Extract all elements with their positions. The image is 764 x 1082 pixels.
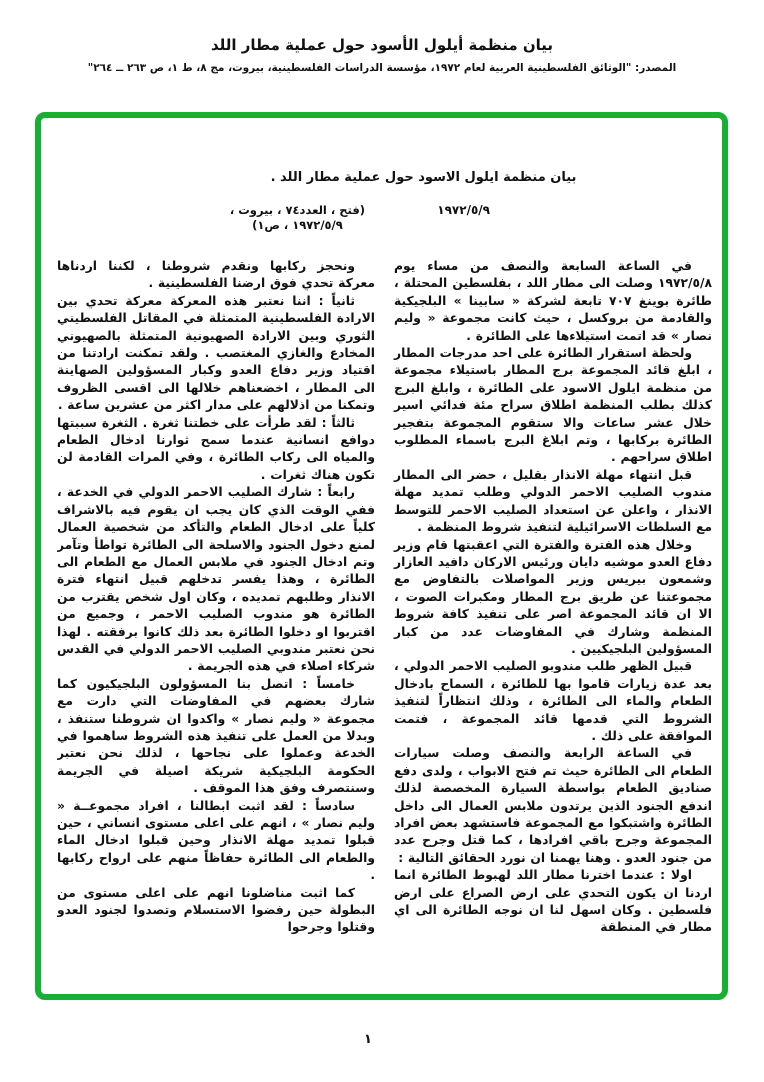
document-body [57, 258, 712, 984]
paragraph: وخلال هذه الفترة والفترة التي اعقبتها قام وزير دفاع العدو موشيه دايان ورئيس الاركان دافيد العازار وشمعون بيريس وزير المواصلات بالتفاوض مع مجموعتنا عن طريق برج المطار ومكبرات الصوت ، الا ان قائد المجموعة اصر على تنفيذ كافة شروط المنظمة وشارك في المفاوضات عدد من كبار المسؤولين البلجيكيين . [394, 537, 712, 656]
document-date: ١٩٧٢/٥/٩ [437, 203, 490, 217]
document-reference [230, 203, 365, 233]
paragraph: ولحظة استقرار الطائرة على احد مدرجات المطار ، ابلغ قائد المجموعة برج المطار باستيلاء مجموعة من منظمة ايلول الاسود على الطائرة ، وابلغ البرج كذلك بطلب المنظمة اطلاق سراح مئة فدائي اسير خلال عشر ساعات والا ستقوم المجموعة بتفجير الطائرة بركابها ، وتم ابلاغ البرج باسماء المطلوب اطلاق سراحهم . [394, 346, 712, 465]
source-citation: المصدر: "الوثائق الفلسطينية العربية لعام ١٩٧٢، مؤسسة الدراسات الفلسطينية، بيروت، مج ٨، ط ١، ص ٢٦٣ ــ ٢٦٤" [87, 62, 677, 74]
paragraph: في الساعة الرابعة والنصف وصلت سيارات الطعام الى الطائرة حيث تم فتح الابواب ، ولدى دفع صناديق الطعام بواسطة السيارة المخصصة لذلك اندفع الجنود الذين يرتدون ملابس العمال الى داخل الطائرة واشتبكوا مع المجموعة فاستشهد بعض افراد المجموعة وجرح باقي افرادها ، كما قتل وجرح عدد من جنود العدو . وهنا يهمنا ان نورد الحقائق التالية : [394, 746, 712, 865]
page-title: بيان منظمة أيلول الأسود حول عملية مطار اللد [210, 36, 554, 54]
paragraph: ثالثاً : لقد طرأت على خطتنا ثغرة . الثغرة سببتها دوافع انسانية عندما سمح ثوارنا ادخال الطعام والمياه الى ركاب الطائرة ، وفي المرات القادمة لن تكون هناك ثغرات . [57, 415, 375, 482]
document-title: بيان منظمة ايلول الاسود حول عملية مطار اللد . [270, 170, 577, 185]
paragraph: خامساً : اتصل بنا المسؤولون البلجيكيون كما شارك بعضهم في المفاوضات التي دارت مع مجموعة « وليم نصار » واكدوا ان شروطنا ستنفذ ، وبدلا من العمل على تنفيذ هذه الشروط ساهموا في الخدعة وعملوا على نجاحها ، لذلك نحن نعتبر الحكومة البلجيكية شريكة اصيلة في الجريمة وسنتصرف وفق هذا الموقف . [57, 676, 375, 796]
document-reference-line2: ١٩٧٢/٥/٩ ، ص١) [252, 218, 343, 232]
page-number: ١ [364, 1032, 372, 1047]
paragraph: قبيل الظهر طلب مندوبو الصليب الاحمر الدولي ، بعد عدة زيارات قاموا بها للطائرة ، السماح بادخال الطعام والماء الى الطائرة ، وذلك انتظاراً لتنفيذ الشروط التي قدمها قائد المجموعة ، فتمت الموافقة على ذلك . [394, 659, 712, 743]
paragraph: في الساعة السابعة والنصف من مساء يوم ١٩٧٢/٥/٨ وصلت الى مطار اللد ، بفلسطين المحتلة ، طائرة بوينغ ٧٠٧ تابعة لشركة « سابينا » البلجيكية والقادمة من بروكسل ، حيث كانت مجموعة « وليم نصار » قد اتمت استيلاءها على الطائرة . [394, 259, 712, 343]
scanned-document-frame [35, 112, 728, 1000]
paragraph: ونحجز ركابها ونقدم شروطنا ، لكننا اردناها معركة تحدي فوق ارضنا الفلسطينية . [57, 259, 375, 291]
paragraph: اولا : عندما اخترنا مطار اللد لهبوط الطائرة انما اردنا ان يكون التحدي على ارض الصراع على ارض فلسطين . وكان اسهل لنا ان نوجه الطائرة الى اي مطار في المنطقة [394, 868, 712, 935]
paragraph: قبل انتهاء مهلة الانذار بقليل ، حضر الى المطار مندوب الصليب الاحمر الدولي وطلب تمديد مهلة الانذار ، واعلن عن استعداد الصليب الاحمر للتوسط مع السلطات الاسرائيلية لتنفيذ شروط المنظمة . [394, 467, 712, 535]
paragraph: ثانياً : اننا نعتبر هذه المعركة معركة تحدي بين الارادة الفلسطينية المتمثلة في المقاتل الفلسطيني الثوري وبين الارادة الصهيونية المتمثلة بالصهيوني المخادع والغازي المغتصب . ولقد تمكنت ارادتنا من اقتياد وزير دفاع العدو وكبار المسؤولين الصهاينة الى المطار ، اخضعناهم خلالها الى اقسى الظروف وتمكنا من اذلالهم على مدار اكثر من عشرين ساعة . [57, 293, 375, 413]
page-header [0, 0, 764, 74]
text-column-right [394, 258, 712, 984]
paragraph: رابعاً : شارك الصليب الاحمر الدولي في الخدعة ، ففي الوقت الذي كان يجب ان يقوم فيه بالاشراف كلياً على ادخال الطعام والتأكد من شخصية العمال لمنع دخول الجنود والاسلحة الى الطائرة تواطأ وتآمر وتم ادخال الجنود في ملابس العمال مع الطعام الى الطائرة ، وهذا يفسر تدخلهم قبيل انتهاء فترة الانذار وطلبهم تمديده ، وكان اول شخص يقترب من الطائرة هو مندوب الصليب الاحمر ، وجميع من اقتربوا او دخلوا الطائرة بعد ذلك كانوا برفقته . لهذا نحن نعتبر مندوبي الصليب الاحمر الدولي في القدس شركاء اصلاء في هذه الجريمة . [57, 485, 375, 674]
paragraph: سادساً : لقد اثبت ابطالنا ، افراد مجموعــة « وليم نصار » ، انهم على اعلى مستوى انساني ، حين قبلوا تمديد مهلة الانذار وحين قبلوا ادخال الماء والطعام الى الطائرة حفاظاً منهم على ارواح ركابها . [57, 798, 375, 883]
text-column-left [57, 258, 375, 984]
document-reference-line1: (فتح ، العدد٧٤ ، بيروت ، [229, 203, 365, 217]
paragraph: كما اثبت مناضلونا انهم على اعلى مستوى من البطولة حين رفضوا الاستسلام وتصدوا لجنود العدو وقتلوا وجرحوا [57, 885, 375, 935]
